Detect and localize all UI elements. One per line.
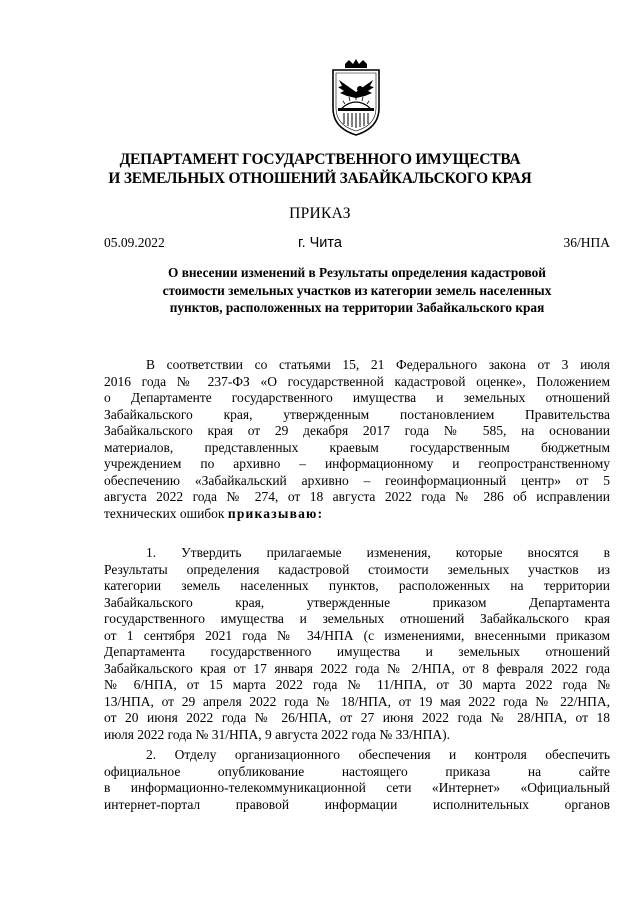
paragraph-preamble bbox=[104, 357, 610, 522]
department-name-line-2: И ЗЕМЕЛЬНЫХ ОТНОШЕНИЙ ЗАБАЙКАЛЬСКОГО КРАЯ bbox=[108, 170, 532, 187]
order-keyword: приказываю: bbox=[227, 505, 324, 521]
paragraph-line: Забайкальского края, утвержденные приказом Департамента bbox=[104, 594, 610, 610]
document-date: 05.09.2022 bbox=[104, 235, 165, 250]
paragraph-line: Забайкальского края от 17 января 2022 года № 2/НПА, от 8 февраля 2022 года bbox=[104, 660, 610, 676]
paragraph-line: учреждением по архивно – информационному и геопространственному bbox=[104, 456, 610, 471]
paragraph-line: от 20 июня 2022 года № 26/НПА, от 27 июня 2022 года № 28/НПА, от 18 bbox=[104, 710, 610, 725]
department-name-line-1: ДЕПАРТАМЕНТ ГОСУДАРСТВЕННОГО ИМУЩЕСТВА bbox=[119, 151, 521, 168]
paragraph-line: августа 2022 года № 274, от 18 августа 2022 года № 286 об исправлении bbox=[104, 489, 610, 504]
document-number: 36/НПА bbox=[563, 235, 610, 250]
paragraph-last-line bbox=[104, 506, 610, 523]
paragraph-line: Забайкальского края, утвержденным постановлением Правительства bbox=[104, 406, 610, 422]
paragraph-line: 2016 года № 237-ФЗ «О государственной кадастровой оценке», Положением bbox=[104, 373, 610, 389]
paragraph-line: Результаты определения кадастровой стоимости земельных участков из bbox=[104, 561, 610, 577]
department-name bbox=[60, 150, 580, 188]
paragraph-line-text: технических ошибок bbox=[104, 505, 225, 521]
paragraph-line: от 1 сентября 2021 года № 34/НПА (с изменениями, внесенными приказом bbox=[104, 627, 610, 643]
paragraph-line: материалов, представленных краевым государственным бюджетным bbox=[104, 439, 610, 455]
subject-line-2: стоимости земельных участков из категории земель населенных bbox=[162, 282, 552, 298]
subject-line-3: пунктов, расположенных на территории Забайкальского края bbox=[169, 300, 545, 315]
paragraph-line: 1. Утвердить прилагаемые изменения, которые вносятся в bbox=[146, 545, 610, 560]
paragraph-line: в информационно-телекоммуникационной сети «Интернет» «Официальный bbox=[104, 780, 610, 795]
document-type: ПРИКАЗ bbox=[289, 205, 351, 222]
paragraph-line: обеспечению «Забайкальский архивно – геоинформационный центр» от 5 bbox=[104, 472, 610, 488]
paragraph-line: государственного имущества и земельных отношений Забайкальского края bbox=[104, 611, 610, 626]
paragraph-item-2 bbox=[104, 747, 610, 813]
document-city: г. Чита bbox=[298, 235, 342, 251]
paragraph-line: категории земель населенных пунктов, расположенных на территории bbox=[104, 578, 610, 593]
subject-line-1: О внесении изменений в Результаты определения кадастровой bbox=[168, 265, 546, 280]
paragraph-line: о Департаменте государственного имущества и земельных отношений bbox=[104, 390, 610, 405]
paragraph-line: Департамента государственного имущества и земельных отношений bbox=[104, 644, 610, 659]
document-subject bbox=[104, 264, 610, 317]
paragraph-line: интернет-портал правовой информации исполнительных органов bbox=[104, 796, 610, 812]
paragraph-line: официальное опубликование настоящего приказа на сайте bbox=[104, 763, 610, 779]
zabaykalsky-coat-of-arms-icon bbox=[327, 58, 385, 136]
paragraph-line: № 6/НПА, от 15 марта 2022 года № 11/НПА, от 30 марта 2022 года № bbox=[104, 677, 610, 692]
paragraph-item-1 bbox=[104, 545, 610, 743]
paragraph-line: 13/НПА, от 29 апреля 2022 года № 18/НПА, от 19 мая 2022 года № 22/НПА, bbox=[104, 693, 610, 709]
paragraph-line: июля 2022 года № 31/НПА, 9 августа 2022 года № 33/НПА). bbox=[104, 726, 450, 742]
paragraph-line: Забайкальского края от 29 декабря 2017 года № 585, на основании bbox=[104, 423, 610, 438]
paragraph-line: 2. Отделу организационного обеспечения и контроля обеспечить bbox=[146, 747, 610, 762]
paragraph-line: В соответствии со статьями 15, 21 Федерального закона от 3 июля bbox=[146, 357, 610, 372]
